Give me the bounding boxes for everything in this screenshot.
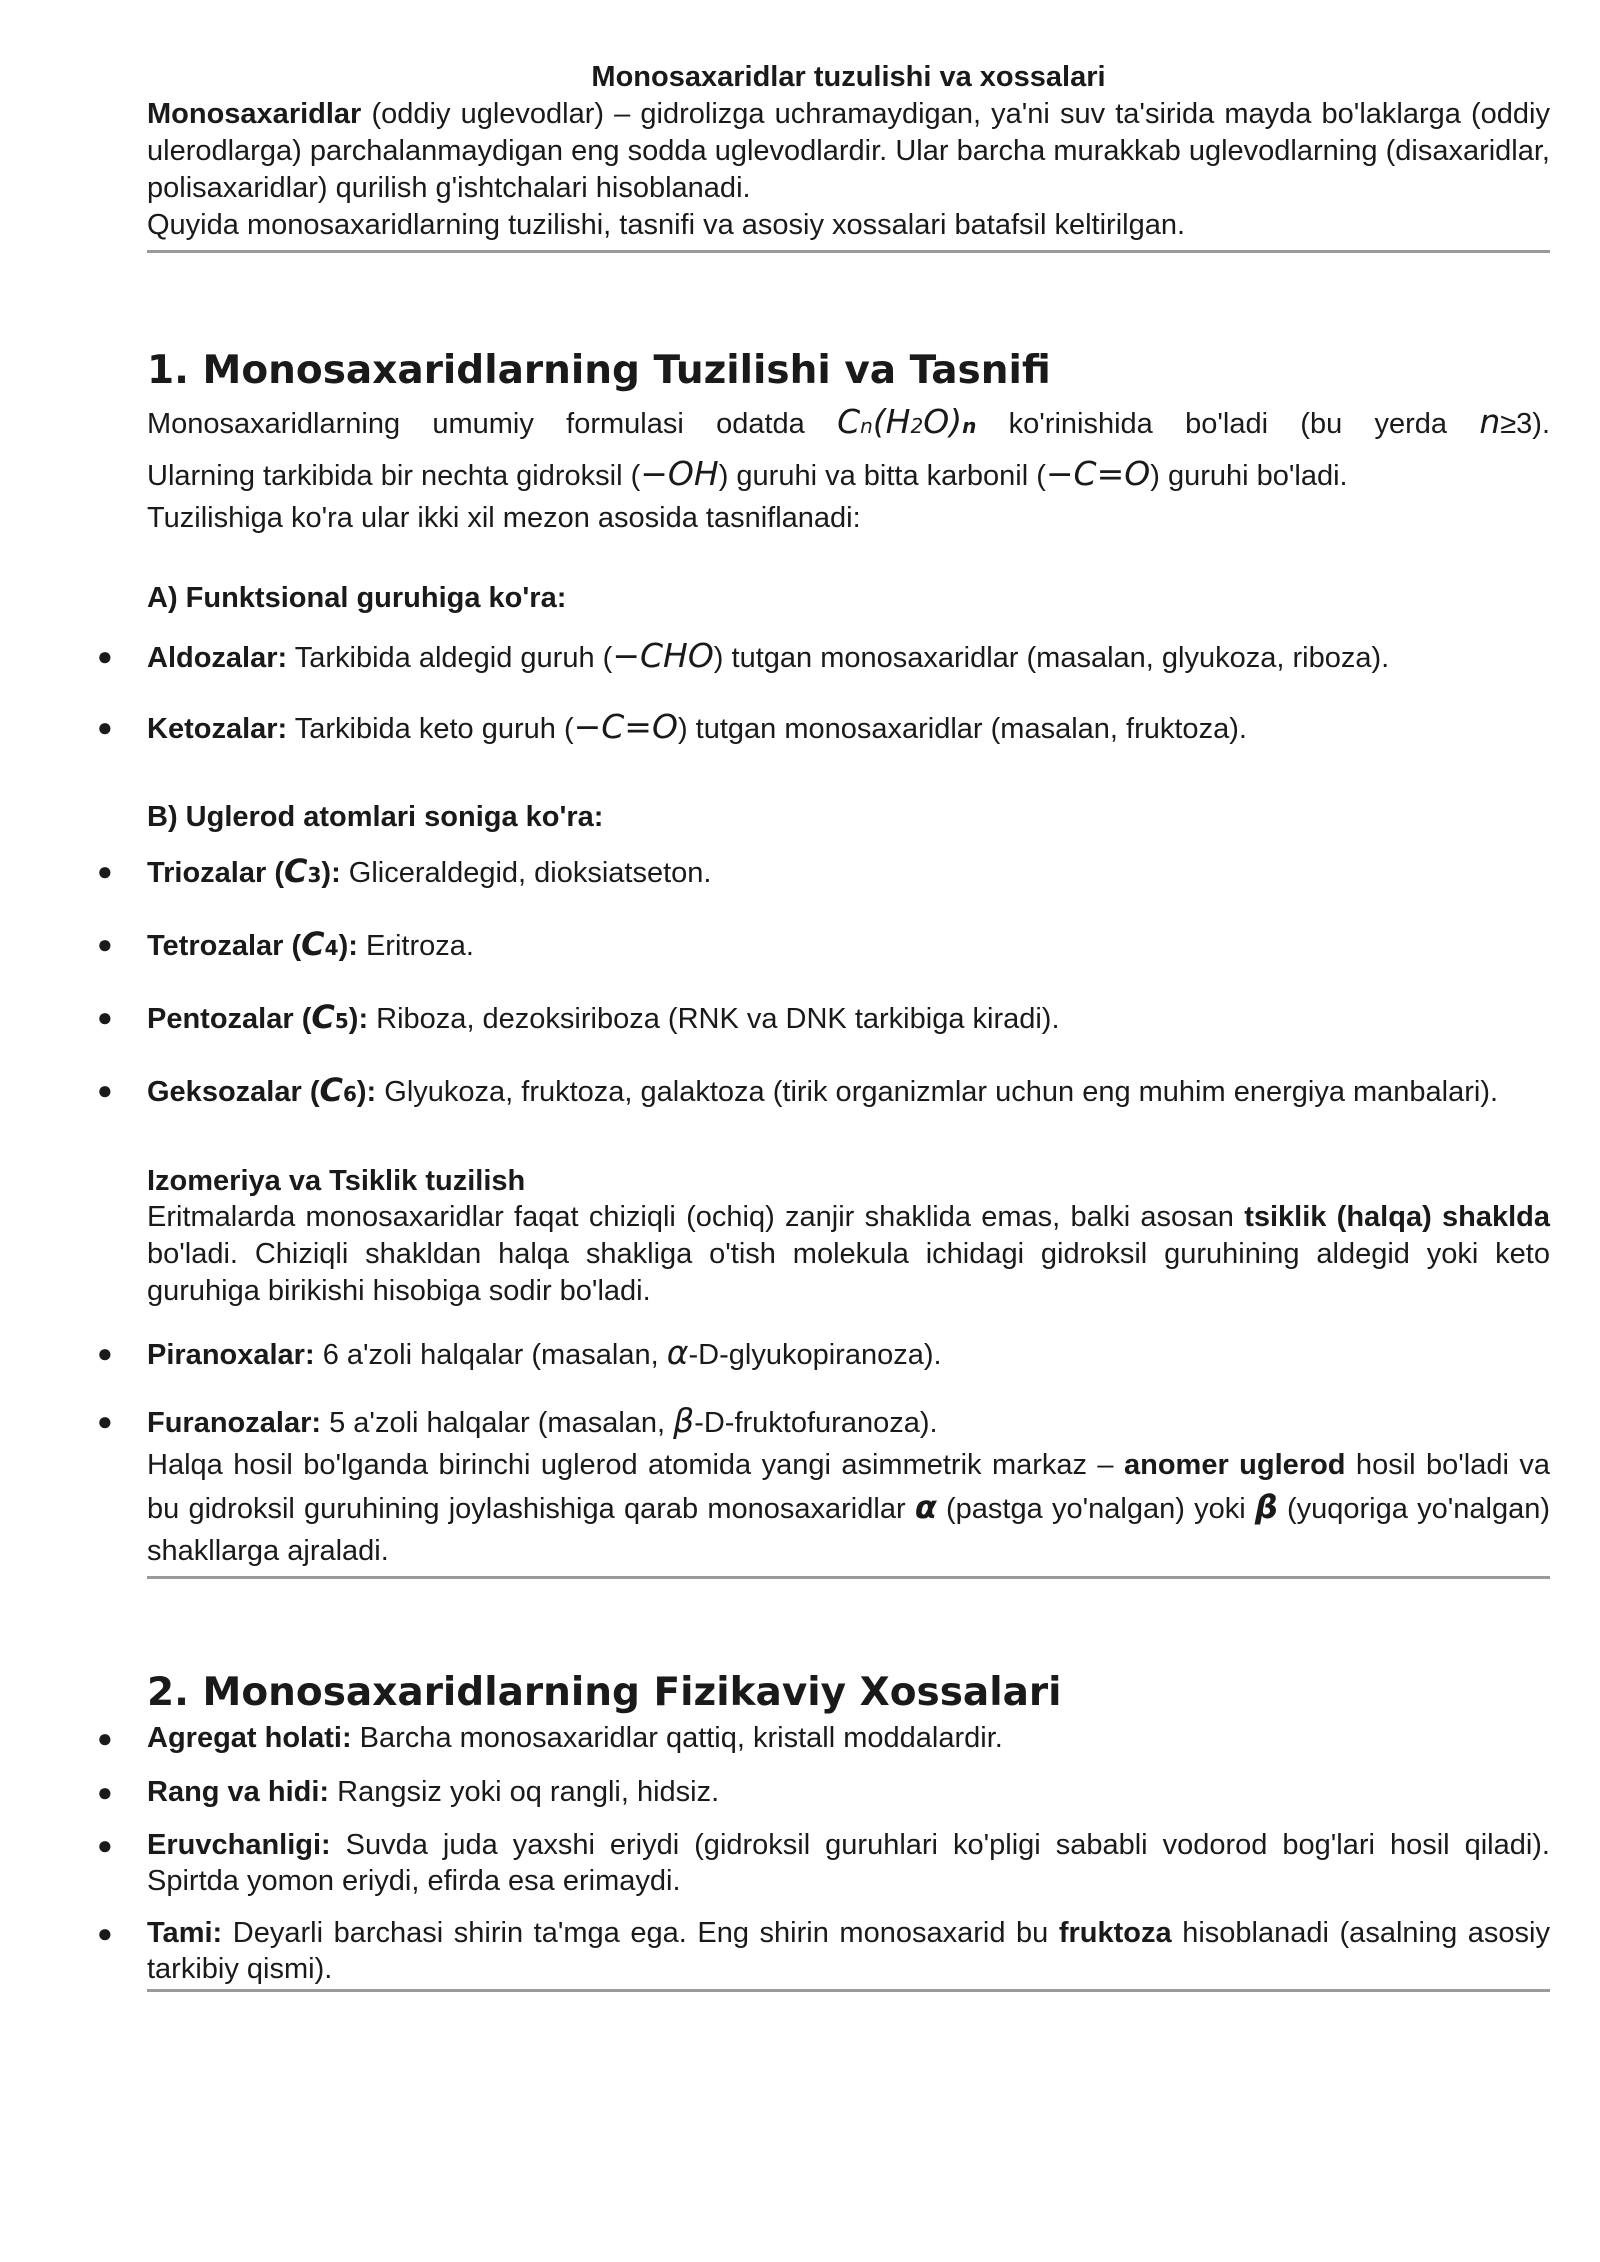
subsection-a-heading: A) Funktsional guruhiga ko'ra: — [147, 582, 567, 614]
bullet-icon: ● — [97, 712, 113, 742]
bullet-icon: ● — [97, 929, 113, 959]
functional-class-list — [97, 635, 1550, 750]
bullet-icon: ● — [97, 641, 113, 671]
bullet-icon: ● — [97, 856, 113, 886]
isomerism-heading: Izomeriya va Tsiklik tuzilish — [147, 1165, 526, 1197]
list-item: ● Tetrozalar (C4): Eritroza. — [97, 925, 474, 963]
bullet-icon: ● — [97, 1338, 113, 1368]
anomer-paragraph: Halqa hosil bo'lganda birinchi uglerod atomida yangi asimmetrik markaz – anomer uglerod hosil bo'ladi va bu gidroksil guruhining joylashishiga qarab monosaxaridlar α (pastga yo'nalgan) yoki β (yuqoriga yo'nalgan) shakllarga ajraladi. — [147, 1449, 1550, 1567]
list-item: ● Tami: Deyarli barchasi shirin ta'mga ega. Eng shirin monosaxarid bu fruktoza hisoblanadi (asalning asosiy tarkibiy qismi). — [97, 1917, 1550, 1985]
list-item: ● Triozalar (C3): Gliceraldegid, dioksiatseton. — [97, 852, 712, 890]
bullet-icon: ● — [97, 1002, 113, 1032]
subsection-b-heading: B) Uglerod atomlari soniga ko'ra: — [147, 801, 604, 833]
intro-term: Monosaxaridlar — [147, 98, 362, 130]
section-1-heading: 1. Monosaxaridlarning Tuzilishi va Tasnifi — [147, 348, 1051, 393]
list-item: ● Furanozalar: 5 a'zoli halqalar (masalan, β-D-fruktofuranoza). — [97, 1401, 938, 1440]
physical-properties-list — [97, 1719, 1550, 1987]
list-item: ● Ketozalar: Tarkibida keto guruh (−C=O) tutgan monosaxaridlar (masalan, fruktoza). — [97, 707, 1247, 746]
section-2-heading: 2. Monosaxaridlarning Fizikaviy Xossalari — [147, 1670, 1062, 1715]
list-item: ● Rang va hidi: Rangsiz yoki oq rangli, hidsiz. — [147, 1773, 1550, 1811]
carbon-count-list — [97, 850, 1550, 1115]
bullet-icon: ● — [97, 1918, 113, 1948]
bullet-icon: ● — [97, 1777, 113, 1807]
ring-forms-list — [97, 1332, 1550, 1444]
divider — [147, 1989, 1550, 1992]
intro-summary: Quyida monosaxaridlarning tuzilishi, tasnifi va asosiy xossalari batafsil keltirilgan. — [147, 209, 1186, 241]
list-item: ● Piranoxalar: 6 a'zoli halqalar (masalan, α-D-glyukopiranoza). — [97, 1333, 942, 1372]
bullet-icon: ● — [97, 1723, 113, 1753]
intro-text: (oddiy uglevodlar) – gidrolizga uchramaydigan, ya'ni suv ta'sirida mayda bo'laklarga (oddiy ulerodlarga) parchalanmaydigan eng sodda uglevodlardir. Ular barcha murakkab uglevodlarning (disaxaridlar, polisaxaridlar) qurilish g'ishtchalari hisoblanadi. — [147, 98, 1550, 204]
bullet-icon: ● — [97, 1075, 113, 1105]
document-title: Monosaxaridlar tuzulishi va xossalari — [591, 61, 1106, 93]
general-formula-paragraph: Monosaxaridlarning umumiy formulasi odatda Cn(H2O)n ko'rinishida bo'ladi (bu yerda n≥3). — [147, 402, 1551, 441]
isomerism-paragraph: Eritmalarda monosaxaridlar faqat chiziqli (ochiq) zanjir shaklida emas, balki asosan tsiklik (halqa) shaklda bo'ladi. Chiziqli shakldan halqa shakliga o'tish molekula ichidagi gidroksil guruhining aldegid yoki keto guruhiga birikishi hisobiga sodir bo'ladi. — [147, 1201, 1550, 1307]
document-page — [97, 58, 1551, 1992]
list-item: ● Agregat holati: Barcha monosaxaridlar qattiq, kristall moddalardir. — [147, 1719, 1550, 1757]
list-item: ● Aldozalar: Tarkibida aldegid guruh (−CHO) tutgan monosaxaridlar (masalan, glyukoza, riboza). — [97, 636, 1390, 675]
list-item: ● Eruvchanligi: Suvda juda yaxshi eriydi (gidroksil guruhlari ko'pligi sababli vodorod bog'lari hosil qiladi). Spirtda yomon eriydi, efirda esa erimaydi. — [97, 1829, 1550, 1897]
intro-paragraph — [147, 96, 1550, 207]
list-item: ● Geksozalar (C6): Glyukoza, fruktoza, galaktoza (tirik organizmlar uchun eng muhim energiya manbalari). — [97, 1071, 1499, 1109]
list-item: ● Pentozalar (C5): Riboza, dezoksiriboza (RNK va DNK tarkibiga kiradi). — [97, 998, 1060, 1036]
bullet-icon: ● — [97, 1406, 113, 1436]
functional-groups-paragraph: Ularning tarkibida bir nechta gidroksil (−OH) guruhi va bitta karbonil (−C=O) guruhi bo'ladi. — [147, 454, 1348, 493]
bullet-icon: ● — [97, 1830, 113, 1860]
classification-intro: Tuzilishiga ko'ra ular ikki xil mezon asosida tasniflanadi: — [147, 502, 861, 534]
